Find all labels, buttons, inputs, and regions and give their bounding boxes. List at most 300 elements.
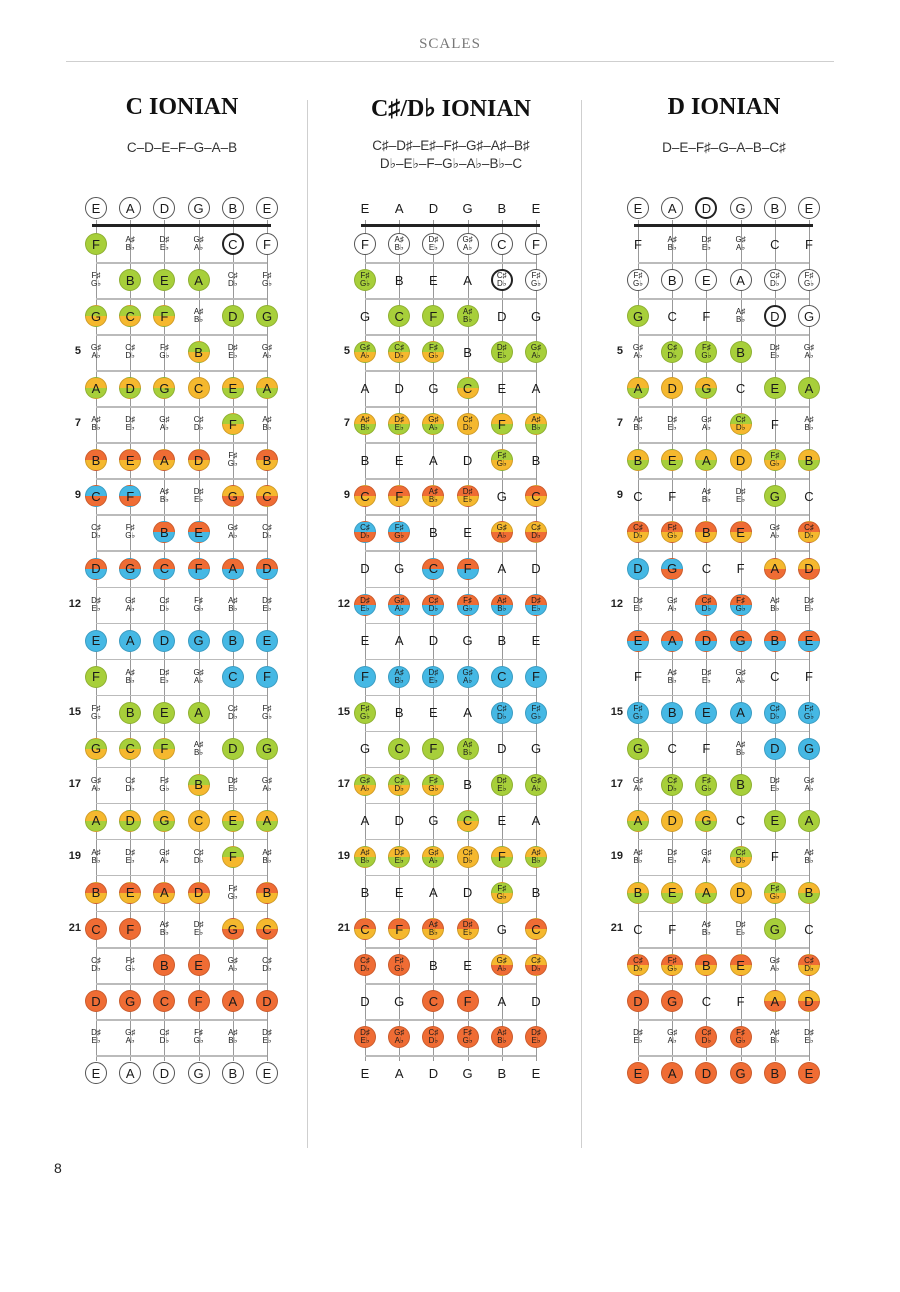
note-marker: D♯ E♭	[193, 487, 204, 505]
note-marker: G♯ A♭	[422, 413, 444, 435]
note-marker: E	[153, 269, 175, 291]
note-marker: F♯ G♭	[525, 702, 547, 724]
note-marker: D♯ E♭	[388, 846, 410, 868]
note-marker: C	[633, 921, 643, 937]
note-marker: A	[627, 377, 649, 399]
fret-line	[365, 659, 536, 661]
fretboard-nut	[634, 224, 813, 227]
note-marker: F♯ G♭	[193, 595, 204, 613]
note-marker: D	[764, 738, 786, 760]
fret-number: 17	[337, 777, 350, 790]
note-marker: D	[360, 561, 370, 576]
note-marker: A♯ B♭	[91, 847, 101, 865]
fret-line	[638, 370, 809, 372]
header-rule	[66, 61, 834, 62]
note-marker: D	[119, 377, 141, 399]
note-marker: F♯ G♭	[91, 703, 101, 721]
note-marker: F	[85, 233, 107, 255]
note-marker: F	[457, 990, 479, 1012]
note-marker: D♯ E♭	[193, 920, 204, 937]
note-marker: A	[661, 1062, 683, 1084]
note-marker: A♯ B♭	[193, 307, 204, 325]
note-marker: G	[85, 738, 107, 760]
note-marker: F	[805, 669, 813, 685]
note-marker: G♯ A♭	[159, 415, 170, 433]
note-marker: C♯ D♭	[227, 271, 238, 289]
note-marker: D	[256, 990, 278, 1012]
fret-number: 17	[610, 777, 623, 790]
note-marker: A	[531, 813, 541, 829]
note-marker: F♯ G♭	[91, 271, 101, 289]
note-marker: C	[256, 918, 278, 940]
note-marker: D	[531, 993, 541, 1009]
fret-line	[638, 478, 809, 480]
note-marker: A	[85, 377, 107, 399]
note-marker: D	[627, 558, 649, 580]
note-marker: E	[764, 377, 786, 399]
fret-number: 12	[68, 597, 81, 610]
note-marker: B	[695, 954, 717, 976]
note-marker: F♯ G♭	[730, 594, 752, 616]
note-marker: G♯ A♭	[193, 235, 204, 253]
note-marker: F♯ G♭	[764, 882, 786, 904]
note-marker: F♯ G♭	[388, 521, 410, 543]
note-marker: D♯ E♭	[701, 235, 712, 253]
note-marker: D♯ E♭	[262, 595, 272, 613]
note-marker: E	[85, 197, 107, 219]
note-marker: G	[153, 810, 175, 832]
page-number: 8	[54, 1160, 62, 1176]
note-marker: F	[702, 741, 711, 757]
note-marker: F	[256, 233, 278, 255]
fret-line	[638, 839, 809, 841]
note-marker: D	[462, 452, 473, 468]
fret-number: 19	[68, 849, 81, 862]
fret-line	[96, 695, 267, 697]
note-marker: C♯ D♭	[91, 523, 101, 541]
note-marker: F♯ G♭	[695, 341, 717, 363]
note-marker: E	[627, 1062, 649, 1084]
fret-line	[365, 442, 536, 444]
note-marker: A♯ B♭	[125, 667, 135, 685]
note-marker: D	[256, 558, 278, 580]
note-marker: B	[627, 882, 649, 904]
note-marker: G	[462, 200, 473, 216]
scale-title: C♯/D♭ IONIAN	[371, 96, 531, 122]
note-marker: D	[153, 197, 175, 219]
note-marker: F	[188, 558, 210, 580]
note-marker: D♯ E♭	[125, 415, 136, 433]
note-marker: E	[360, 200, 370, 216]
note-marker: G♯ A♭	[769, 523, 780, 541]
fret-line	[96, 803, 267, 805]
note-marker: E	[360, 1065, 370, 1081]
fret-number: 19	[610, 849, 623, 862]
fret-line	[365, 1019, 536, 1021]
note-marker: B	[798, 449, 820, 471]
note-marker: D	[428, 200, 439, 216]
note-marker: D	[394, 813, 404, 829]
note-marker: G♯ A♭	[261, 775, 273, 793]
note-marker: E	[222, 377, 244, 399]
note-marker: F	[422, 738, 444, 760]
note-marker: D♯ E♭	[91, 595, 101, 613]
note-marker: G♯ A♭	[769, 956, 780, 974]
note-marker: A	[119, 1062, 141, 1084]
note-marker: F	[491, 413, 513, 435]
note-marker: E	[188, 521, 210, 543]
fret-line	[638, 875, 809, 877]
note-marker: F♯ G♭	[354, 269, 376, 291]
note-marker: D♯ E♭	[735, 487, 746, 505]
note-marker: B	[429, 957, 438, 973]
note-marker: E	[119, 882, 141, 904]
note-marker: F♯ G♭	[227, 883, 238, 901]
note-marker: C	[457, 810, 479, 832]
fret-line	[638, 262, 809, 264]
note-marker: D♯ E♭	[227, 343, 238, 361]
note-marker: E	[394, 452, 404, 468]
note-marker: F♯ G♭	[457, 594, 479, 616]
note-marker: A♯ B♭	[525, 846, 547, 868]
note-marker: A	[394, 200, 404, 216]
fret-line	[638, 442, 809, 444]
note-marker: A	[360, 813, 370, 829]
note-marker: D	[627, 990, 649, 1012]
note-marker: A♯ B♭	[388, 233, 410, 255]
note-marker: D	[85, 558, 107, 580]
fret-line	[638, 1019, 809, 1021]
note-marker: C	[388, 305, 410, 327]
note-marker: G	[627, 305, 649, 327]
note-marker: G	[695, 377, 717, 399]
note-marker: A	[730, 269, 752, 291]
note-marker: F♯ G♭	[193, 1028, 204, 1046]
note-marker: G	[188, 197, 210, 219]
fret-line	[365, 587, 536, 589]
fret-line	[365, 1055, 536, 1057]
note-marker: C♯ D♭	[764, 269, 786, 291]
note-marker: E	[463, 957, 472, 973]
note-marker: C♯ D♭	[354, 954, 376, 976]
note-marker: B	[256, 449, 278, 471]
fret-line	[365, 695, 536, 697]
note-marker: F	[119, 485, 141, 507]
note-marker: A♯ B♭	[125, 235, 135, 253]
note-marker: A♯ B♭	[388, 666, 410, 688]
note-marker: F	[354, 666, 376, 688]
note-marker: F♯ G♭	[730, 1026, 752, 1048]
fret-line	[365, 839, 536, 841]
fret-line	[96, 406, 267, 408]
fret-number: 7	[343, 417, 350, 430]
note-marker: G♯ A♭	[457, 666, 479, 688]
note-marker: D	[85, 990, 107, 1012]
note-marker: F	[525, 666, 547, 688]
note-marker: B	[730, 341, 752, 363]
fret-line	[638, 803, 809, 805]
note-marker: B	[85, 882, 107, 904]
note-marker: C	[667, 741, 677, 757]
note-marker: C♯ D♭	[125, 775, 136, 793]
note-marker: B	[764, 1062, 786, 1084]
note-marker: A	[360, 380, 370, 396]
fret-line	[365, 262, 536, 264]
note-marker: G	[85, 305, 107, 327]
note-marker: C	[119, 305, 141, 327]
note-marker: A	[188, 702, 210, 724]
note-marker: F	[119, 918, 141, 940]
note-marker: C♯ D♭	[159, 1028, 170, 1046]
note-marker: C♯ D♭	[457, 413, 479, 435]
note-marker: C	[735, 813, 746, 829]
note-marker: B	[497, 633, 507, 649]
scale-notes-flat: D♭–E♭–F–G♭–A♭–B♭–C	[379, 156, 523, 171]
note-marker: C	[153, 990, 175, 1012]
note-marker: C	[491, 666, 513, 688]
note-marker: C	[222, 666, 244, 688]
note-marker: A♯ B♭	[457, 305, 479, 327]
note-marker: A	[661, 197, 683, 219]
note-marker: A	[188, 269, 210, 291]
fret-number: 12	[610, 597, 623, 610]
note-marker: G	[730, 197, 752, 219]
note-marker: F♯ G♭	[491, 882, 513, 904]
note-marker: C♯ D♭	[457, 846, 479, 868]
note-marker: F	[770, 416, 779, 432]
note-marker: D	[798, 558, 820, 580]
note-marker: C♯ D♭	[661, 774, 683, 796]
section-header: SCALES	[419, 36, 481, 52]
note-marker: G♯ A♭	[701, 847, 712, 865]
note-marker: D♯ E♭	[227, 775, 238, 793]
fret-number: 12	[337, 597, 350, 610]
note-marker: F♯ G♭	[695, 774, 717, 796]
note-marker: D♯ E♭	[701, 667, 712, 685]
note-marker: C	[256, 485, 278, 507]
note-marker: E	[360, 633, 370, 649]
fret-line	[365, 514, 536, 516]
note-marker: D	[462, 885, 473, 901]
note-marker: G	[222, 485, 244, 507]
note-marker: F	[457, 558, 479, 580]
note-marker: C	[770, 236, 780, 252]
note-marker: C	[354, 485, 376, 507]
note-marker: B	[531, 885, 541, 901]
note-marker: G♯ A♭	[491, 521, 513, 543]
note-marker: D♯ E♭	[804, 1028, 814, 1046]
fret-line	[96, 911, 267, 913]
note-marker: C	[85, 485, 107, 507]
note-marker: D	[497, 308, 507, 324]
note-marker: C	[457, 377, 479, 399]
note-marker: B	[85, 449, 107, 471]
note-marker: G	[394, 993, 405, 1009]
note-marker: A♯ B♭	[422, 485, 444, 507]
note-marker: E	[394, 885, 404, 901]
fret-line	[638, 406, 809, 408]
note-marker: F♯ G♭	[388, 954, 410, 976]
note-marker: A♯ B♭	[91, 415, 101, 433]
note-marker: G	[188, 1062, 210, 1084]
fret-number: 9	[74, 489, 81, 502]
note-marker: E	[188, 954, 210, 976]
note-marker: B	[661, 269, 683, 291]
note-marker: E	[661, 882, 683, 904]
note-marker: B	[429, 524, 438, 540]
note-marker: D♯ E♭	[769, 343, 780, 361]
note-marker: D	[222, 305, 244, 327]
note-marker: G	[530, 741, 542, 757]
note-marker: G	[764, 918, 786, 940]
fret-line	[365, 983, 536, 985]
note-marker: C♯ D♭	[525, 521, 547, 543]
note-marker: F	[525, 233, 547, 255]
note-marker: D♯ E♭	[262, 1028, 272, 1046]
fret-number: 19	[337, 849, 350, 862]
fret-line	[638, 550, 809, 552]
note-marker: G	[188, 630, 210, 652]
note-marker: G	[153, 377, 175, 399]
scale-title: D IONIAN	[667, 94, 781, 120]
note-marker: F♯ G♭	[798, 269, 820, 291]
note-marker: B	[119, 269, 141, 291]
fret-line	[638, 298, 809, 300]
note-marker: A♯ B♭	[701, 920, 712, 937]
fret-line	[96, 875, 267, 877]
fret-line	[638, 623, 809, 625]
note-marker: G♯ A♭	[803, 775, 815, 793]
note-marker: D♯ E♭	[354, 1026, 376, 1048]
note-marker: C	[188, 377, 210, 399]
note-marker: E	[661, 449, 683, 471]
note-marker: A♯ B♭	[228, 595, 238, 613]
note-marker: G	[530, 308, 542, 324]
note-marker: C♯ D♭	[354, 521, 376, 543]
note-marker: F	[702, 308, 711, 324]
note-marker: F	[153, 738, 175, 760]
note-marker: C♯ D♭	[193, 415, 204, 433]
note-marker: A	[463, 272, 472, 288]
note-marker: A♯ B♭	[228, 1028, 238, 1046]
note-marker: A	[256, 810, 278, 832]
fret-line	[96, 514, 267, 516]
note-marker: D	[497, 741, 507, 757]
note-marker: D♯ E♭	[354, 594, 376, 616]
note-marker: F	[153, 305, 175, 327]
note-marker: A	[119, 630, 141, 652]
note-marker: E	[730, 521, 752, 543]
note-marker: B	[153, 521, 175, 543]
fret-line	[365, 947, 536, 949]
note-marker: A	[497, 993, 507, 1009]
note-marker: B	[531, 452, 541, 468]
fret-line	[638, 334, 809, 336]
note-marker: C	[85, 918, 107, 940]
fret-line	[96, 983, 267, 985]
fret-line	[365, 767, 536, 769]
fret-line	[638, 911, 809, 913]
note-marker: D♯ E♭	[422, 666, 444, 688]
note-marker: F	[256, 666, 278, 688]
note-marker: G♯ A♭	[735, 235, 746, 253]
note-marker: B	[661, 702, 683, 724]
note-marker: A♯ B♭	[525, 413, 547, 435]
note-marker: D	[428, 633, 439, 649]
note-marker: A	[798, 810, 820, 832]
scale-title: C IONIAN	[125, 94, 239, 120]
note-marker: G♯ A♭	[388, 1026, 410, 1048]
fret-line	[96, 623, 267, 625]
note-marker: D	[798, 990, 820, 1012]
note-marker: F	[491, 846, 513, 868]
note-marker: A♯ B♭	[770, 1028, 780, 1046]
note-marker: A♯ B♭	[804, 847, 814, 865]
fret-number: 21	[337, 922, 350, 934]
note-marker: C	[388, 738, 410, 760]
fret-number: 21	[610, 922, 623, 934]
note-marker: A♯ B♭	[667, 235, 677, 253]
note-marker: F♯ G♭	[159, 343, 170, 361]
note-marker: G♯ A♭	[667, 595, 678, 613]
scale-notes: C–D–E–F–G–A–B	[126, 140, 238, 155]
note-marker: C♯ D♭	[764, 702, 786, 724]
note-marker: G	[798, 738, 820, 760]
fret-line	[96, 370, 267, 372]
note-marker: C♯ D♭	[661, 341, 683, 363]
note-marker: E	[256, 1062, 278, 1084]
note-marker: C	[525, 485, 547, 507]
note-marker: F	[770, 849, 779, 865]
note-marker: A	[119, 197, 141, 219]
note-marker: D	[428, 1065, 439, 1081]
note-marker: A	[764, 558, 786, 580]
note-marker: G♯ A♭	[90, 775, 102, 793]
fret-line	[365, 731, 536, 733]
note-marker: E	[798, 1062, 820, 1084]
fret-number: 17	[68, 777, 81, 790]
note-marker: D	[695, 197, 717, 219]
fretboard	[321, 92, 581, 1292]
note-marker: E	[222, 810, 244, 832]
note-marker: F♯ G♭	[262, 271, 272, 289]
scale-notes-sharp: C♯–D♯–E♯–F♯–G♯–A♯–B♯	[372, 138, 530, 153]
note-marker: D♯ E♭	[457, 918, 479, 940]
note-marker: B	[497, 1065, 507, 1081]
fret-line	[638, 983, 809, 985]
note-marker: D♯ E♭	[388, 413, 410, 435]
note-marker: A	[85, 810, 107, 832]
note-marker: B	[256, 882, 278, 904]
note-marker: A	[256, 377, 278, 399]
note-marker: D♯ E♭	[159, 235, 170, 253]
note-marker: C	[701, 561, 712, 576]
fret-line	[96, 1019, 267, 1021]
note-marker: A♯ B♭	[354, 413, 376, 435]
note-marker: A♯ B♭	[491, 1026, 513, 1048]
note-marker: G	[119, 990, 141, 1012]
note-marker: A♯ B♭	[701, 487, 712, 505]
note-marker: C	[188, 810, 210, 832]
note-marker: C	[422, 558, 444, 580]
note-marker: C♯ D♭	[422, 1026, 444, 1048]
note-marker: A	[394, 1065, 404, 1081]
note-marker: F	[634, 236, 642, 252]
fret-line	[96, 478, 267, 480]
note-marker: G	[428, 813, 439, 829]
note-marker: C♯ D♭	[422, 594, 444, 616]
note-marker: G♯ A♭	[803, 343, 815, 361]
